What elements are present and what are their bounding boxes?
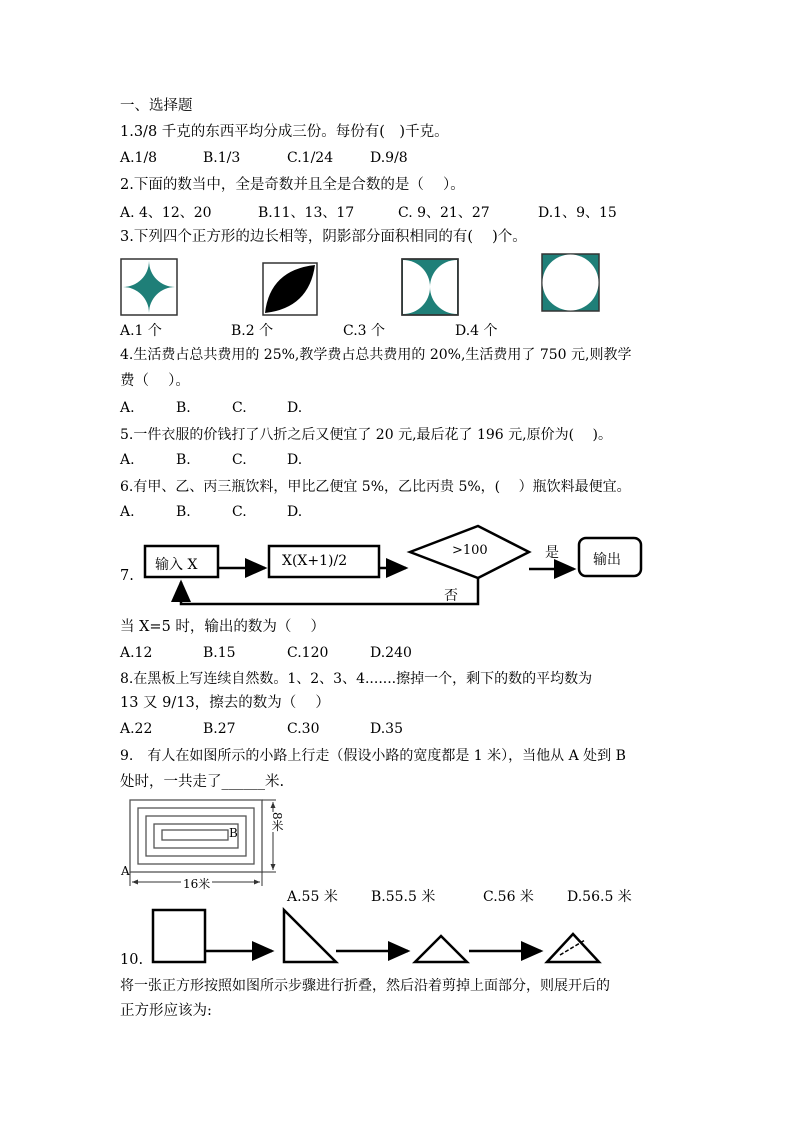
q7-no-label: 否 [444, 588, 458, 604]
q1-stem: 1.3/8 千克的东西平均分成三份。每份有( )千克。 [120, 124, 449, 140]
q9-height-label: 8米 [270, 812, 284, 832]
q5-option-c: C. [232, 452, 247, 468]
q3-option-a: A.1 个 [120, 323, 162, 339]
q2-option-d: D.1、9、15 [538, 205, 617, 221]
q5-stem: 5.一件衣服的价钱打了八折之后又便宜了 20 元,最后花了 196 元,原价为( )。 [120, 427, 612, 443]
q4-option-a: A. [120, 400, 135, 416]
q3-option-c: C.3 个 [343, 323, 386, 339]
q5-option-a: A. [120, 452, 135, 468]
q6-stem: 6.有甲、乙、丙三瓶饮料，甲比乙便宜 5%，乙比丙贵 5%，( ）瓶饮料最便宜。 [120, 479, 631, 495]
q4-option-b: B. [176, 400, 191, 416]
q5-option-b: B. [176, 452, 191, 468]
q2-option-b: B.11、13、17 [258, 205, 355, 221]
q8-stem-line2: 13 又 9/13，擦去的数为（ ） [120, 695, 330, 711]
q2-option-c: C. 9、21、27 [398, 205, 490, 221]
q4-stem-line2: 费（ ）。 [120, 373, 190, 389]
q9-option-b: B.55.5 米 [371, 889, 436, 905]
q7-output-label: 输出 [593, 552, 621, 568]
q9-label-b: B [229, 826, 238, 840]
q7-option-c: C.120 [287, 645, 329, 661]
q10-stem-line2: 正方形应该为: [120, 1003, 212, 1019]
q7-condition-label: >100 [452, 543, 488, 558]
q9-width-label: 16米 [183, 877, 211, 891]
q7-formula-label: X(X+1)/2 [282, 553, 348, 569]
q9-option-c: C.56 米 [483, 889, 534, 905]
q10-stem-line1: 将一张正方形按照如图所示步骤进行折叠，然后沿着剪掉上面部分，则展开后的 [120, 978, 610, 994]
q8-option-c: C.30 [287, 721, 320, 737]
q9-option-a: A.55 米 [287, 889, 338, 905]
section-title: 一、选择题 [120, 98, 193, 114]
q1-option-d: D.9/8 [370, 150, 408, 166]
q3-figure-leaf [262, 262, 322, 318]
q3-figure-circle [541, 253, 601, 313]
q7-stem: 当 X=5 时，输出的数为（ ） [120, 619, 326, 635]
q7-number: 7. [120, 568, 134, 584]
q8-option-b: B.27 [203, 721, 236, 737]
q9-label-a: A [121, 864, 130, 878]
q6-option-d: D. [287, 504, 303, 520]
q3-option-b: B.2 个 [231, 323, 274, 339]
q9-option-d: D.56.5 米 [567, 889, 632, 905]
q7-option-a: A.12 [120, 645, 153, 661]
q4-option-c: C. [232, 400, 247, 416]
q1-option-b: B.1/3 [203, 150, 241, 166]
q8-option-d: D.35 [370, 721, 403, 737]
q8-option-a: A.22 [120, 721, 153, 737]
q6-option-c: C. [232, 504, 247, 520]
q3-figure-semicircles [401, 258, 461, 316]
q7-yes-label: 是 [545, 545, 559, 561]
q10-folding-steps [145, 904, 615, 966]
q3-stem: 3.下列四个正方形的边长相等，阴影部分面积相同的有( )个。 [120, 229, 527, 245]
q7-option-b: B.15 [203, 645, 236, 661]
q5-option-d: D. [287, 452, 303, 468]
q7-flowchart [120, 520, 660, 610]
q8-stem-line1: 8.在黑板上写连续自然数。1、2、3、4.......擦掉一个，剩下的数的平均数为 [120, 671, 593, 687]
q4-option-d: D. [287, 400, 303, 416]
q2-stem: 2.下面的数当中，全是奇数并且全是合数的是（ ）。 [120, 177, 465, 193]
q7-option-d: D.240 [370, 645, 412, 661]
q4-stem-line1: 4.生活费占总共费用的 25%,教学费占总共费用的 20%,生活费用了 750 元,则教学 [120, 347, 632, 363]
q9-stem-line2: 处时，一共走了______米. [120, 774, 285, 790]
q3-figure-star [120, 258, 180, 316]
q9-stem-line1: 9. 有人在如图所示的小路上行走（假设小路的宽度都是 1 米），当他从 A 处到 B [120, 748, 626, 764]
q1-option-c: C.1/24 [287, 150, 334, 166]
q10-number: 10. [120, 952, 144, 968]
q1-option-a: A.1/8 [120, 150, 158, 166]
q6-option-a: A. [120, 504, 135, 520]
q2-option-a: A. 4、12、20 [120, 205, 212, 221]
q3-option-d: D.4 个 [455, 323, 498, 339]
q7-input-label: 输入 X [155, 557, 198, 573]
q6-option-b: B. [176, 504, 191, 520]
